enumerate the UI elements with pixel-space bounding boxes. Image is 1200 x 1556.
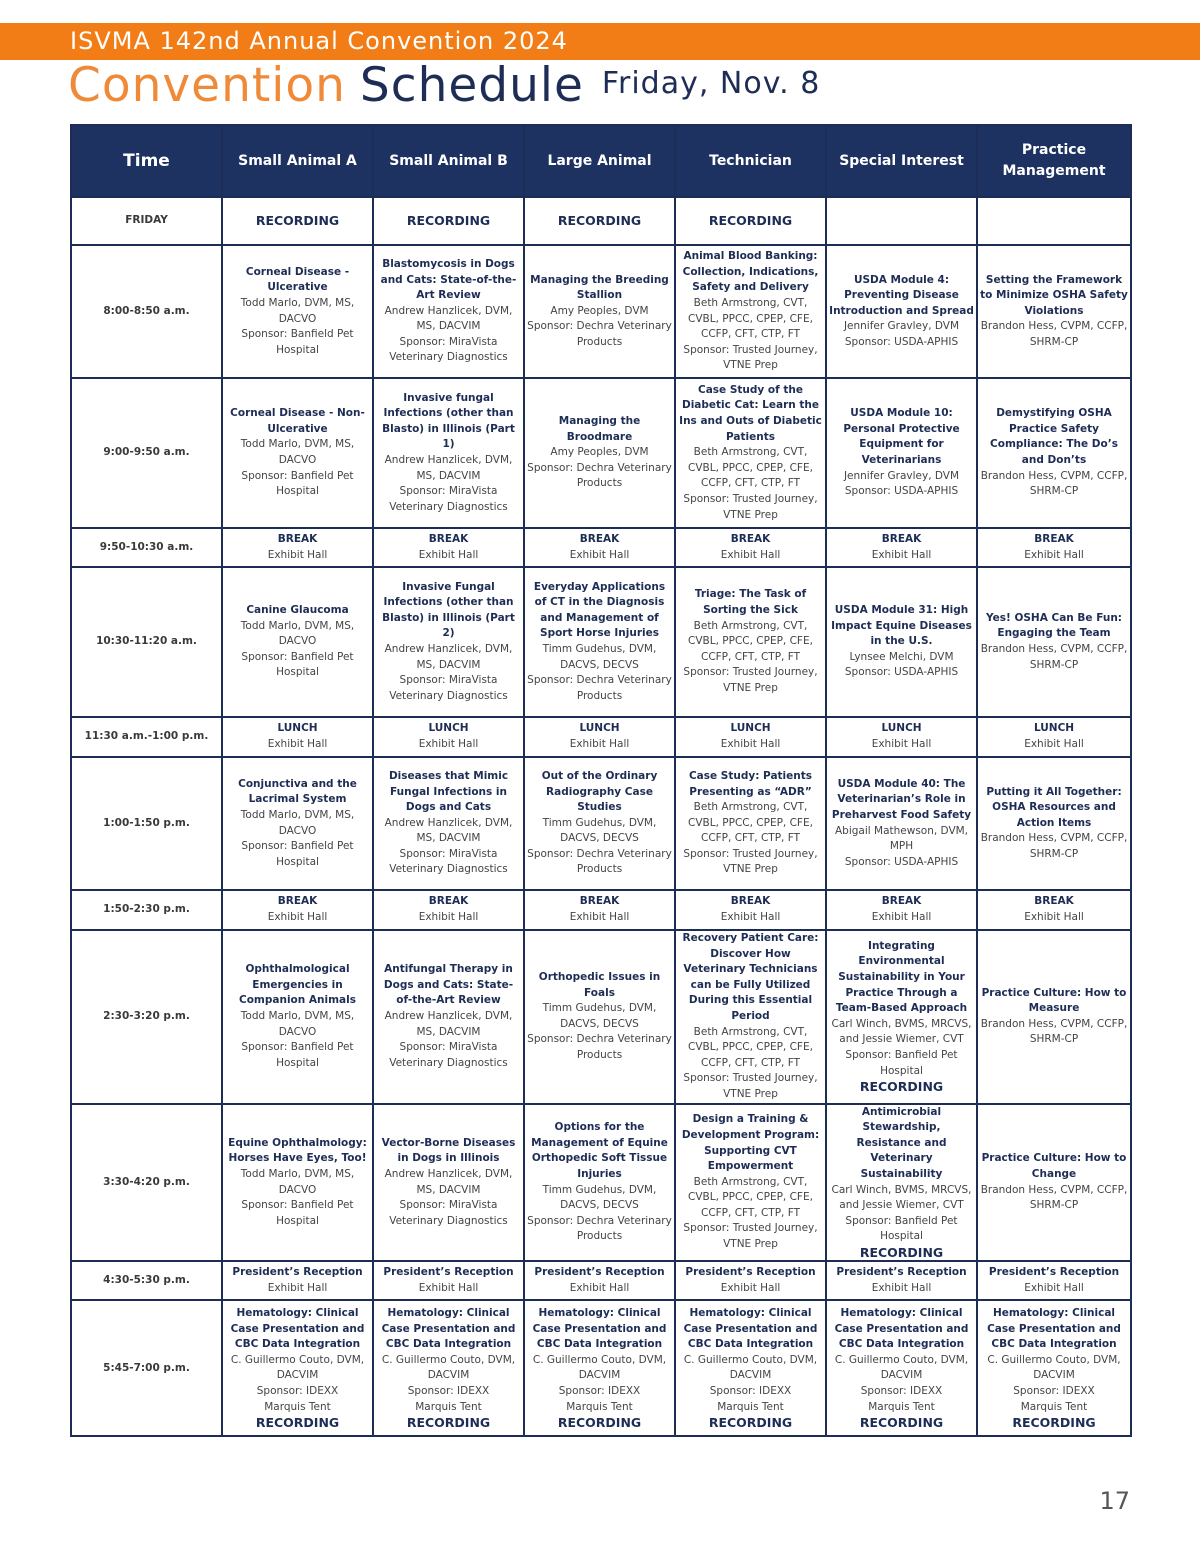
session-detail: Brandon Hess, CVPM, CCFP, SHRM-CP	[980, 469, 1128, 498]
time-cell: 3:30-4:20 p.m.	[71, 1104, 222, 1262]
session-title: Hematology: Clinical Case Presentation and CBC Data Integration	[381, 1307, 516, 1351]
session-title: BREAK	[1034, 532, 1074, 545]
session-title: LUNCH	[579, 722, 620, 735]
session-title: President’s Reception	[232, 1266, 363, 1279]
time-cell: 11:30 a.m.-1:00 p.m.	[71, 717, 222, 757]
session-detail: Carl Winch, BVMS, MRCVS, and Jessie Wiemer, CVT	[831, 1183, 972, 1212]
session-title: BREAK	[579, 532, 620, 545]
session-cell	[826, 890, 977, 930]
session-detail: Sponsor: USDA-APHIS	[844, 335, 959, 348]
time-cell: 1:50-2:30 p.m.	[71, 890, 222, 930]
session-detail: Marquis Tent	[1020, 1400, 1088, 1413]
session-cell	[524, 197, 675, 245]
session-detail: Beth Armstrong, CVT, CVBL, PPCC, CPEP, CFE, CCFP, CFT, CTP, FT	[688, 1175, 813, 1219]
session-detail: Andrew Hanzlicek, DVM, MS, DACVIM	[384, 454, 513, 482]
session-detail: Andrew Hanzlicek, DVM, MS, DACVIM	[384, 1167, 513, 1196]
session-detail: Timm Gudehus, DVM, DACVS, DECVS	[542, 1002, 657, 1030]
session-cell	[373, 1104, 524, 1262]
session-cell	[524, 378, 675, 528]
session-cell	[524, 1104, 675, 1262]
session-detail: Andrew Hanzlicek, DVM, MS, DACVIM	[384, 304, 513, 333]
session-cell	[222, 1261, 373, 1300]
column-header: Practice Management	[977, 125, 1131, 197]
session-cell	[826, 757, 977, 890]
page-title	[68, 58, 820, 118]
table-row	[71, 930, 1131, 1104]
session-cell	[826, 245, 977, 378]
session-title: Hematology: Clinical Case Presentation and CBC Data Integration	[987, 1307, 1121, 1351]
session-detail: Exhibit Hall	[569, 738, 630, 750]
session-detail: Todd Marlo, DVM, MS, DACVO	[240, 438, 355, 466]
table-row	[71, 1104, 1131, 1262]
session-title: President’s Reception	[685, 1266, 816, 1279]
session-title: Equine Ophthalmology: Horses Have Eyes, Too!	[228, 1136, 367, 1165]
session-title: Setting the Framework to Minimize OSHA Safety Violations	[980, 273, 1128, 317]
table-row	[71, 378, 1131, 528]
time-cell: 10:30-11:20 a.m.	[71, 567, 222, 717]
session-title: President’s Reception	[836, 1266, 967, 1279]
schedule-body	[71, 197, 1131, 1436]
session-title: Orthopedic Issues in Foals	[538, 970, 661, 999]
recording-label: RECORDING	[859, 1244, 944, 1260]
session-detail: Andrew Hanzlicek, DVM, MS, DACVIM	[384, 816, 513, 845]
session-detail: Exhibit Hall	[267, 1281, 328, 1294]
session-title: Putting it All Together: OSHA Resources and Action Items	[986, 785, 1122, 829]
session-cell	[524, 1261, 675, 1300]
session-detail: Jennifer Gravley, DVM	[843, 320, 960, 333]
session-cell	[675, 1104, 826, 1262]
recording-label: RECORDING	[557, 1415, 642, 1431]
session-detail: Sponsor: IDEXX	[860, 1385, 943, 1398]
session-title: Integrating Environmental Sustainability in Your Practice Through a Team-Based Approach	[835, 939, 968, 1015]
session-cell	[373, 930, 524, 1104]
session-cell	[826, 1104, 977, 1262]
session-cell	[222, 1104, 373, 1262]
session-cell	[524, 528, 675, 567]
session-detail: Brandon Hess, CVPM, CCFP, SHRM-CP	[980, 320, 1128, 348]
session-cell	[977, 1300, 1131, 1436]
session-cell	[977, 890, 1131, 930]
session-detail: Sponsor: Banfield Pet Hospital	[241, 1041, 354, 1069]
session-title: Hematology: Clinical Case Presentation and CBC Data Integration	[683, 1307, 818, 1351]
session-detail: Todd Marlo, DVM, MS, DACVO	[240, 1009, 355, 1038]
time-cell: 1:00-1:50 p.m.	[71, 757, 222, 890]
session-title: Corneal Disease - Non-Ulcerative	[230, 407, 365, 435]
session-detail: C. Guillermo Couto, DVM, DACVIM	[230, 1353, 365, 1382]
session-detail: Exhibit Hall	[1024, 911, 1084, 923]
session-detail: Exhibit Hall	[1024, 548, 1084, 561]
table-row	[71, 245, 1131, 378]
time-cell: 2:30-3:20 p.m.	[71, 930, 222, 1104]
session-title: BREAK	[730, 532, 771, 545]
session-cell	[524, 757, 675, 890]
session-title: Case Study of the Diabetic Cat: Learn the Ins and Outs of Diabetic Patients	[679, 383, 822, 443]
session-detail: Sponsor: Trusted Journey, VTNE Prep	[683, 847, 818, 876]
recording-label: RECORDING	[406, 1415, 491, 1431]
table-row	[71, 757, 1131, 890]
session-cell	[524, 717, 675, 757]
session-title: BREAK	[730, 895, 771, 908]
session-detail: Todd Marlo, DVM, MS, DACVO	[240, 808, 355, 837]
session-detail: Sponsor: Dechra Veterinary Products	[527, 1033, 672, 1061]
session-title: BREAK	[881, 895, 922, 908]
session-detail: Marquis Tent	[717, 1400, 784, 1413]
session-title: Hematology: Clinical Case Presentation and CBC Data Integration	[834, 1307, 969, 1351]
session-title: BREAK	[579, 895, 620, 908]
session-cell	[977, 717, 1131, 757]
time-cell: 9:00-9:50 a.m.	[71, 378, 222, 528]
session-detail: Sponsor: IDEXX	[709, 1385, 792, 1398]
table-row	[71, 890, 1131, 930]
session-title: BREAK	[881, 532, 922, 545]
session-cell	[826, 1261, 977, 1300]
session-title: Demystifying OSHA Practice Safety Compliance: The Do’s and Don’ts	[990, 407, 1118, 466]
session-cell	[977, 930, 1131, 1104]
session-title: President’s Reception	[988, 1266, 1120, 1279]
session-title: BREAK	[1034, 895, 1074, 908]
session-cell	[826, 1300, 977, 1436]
session-cell	[977, 1261, 1131, 1300]
time-cell: FRIDAY	[71, 197, 222, 245]
session-title: Diseases that Mimic Fungal Infections in Dogs and Cats	[388, 769, 509, 814]
session-title: Invasive Fungal Infections (other than Blasto) in Illinois (Part 2)	[382, 580, 515, 640]
session-cell	[222, 567, 373, 717]
session-title: USDA Module 31: High Impact Equine Diseases in the U.S.	[831, 604, 972, 648]
schedule-table	[70, 124, 1132, 1437]
session-detail: Todd Marlo, DVM, MS, DACVO	[240, 619, 355, 648]
session-title: Recovery Patient Care: Discover How Veterinary Technicians can be Fully Utilized During this Essential Period	[682, 932, 819, 1022]
session-cell	[826, 930, 977, 1104]
recording-label: RECORDING	[859, 1079, 944, 1095]
column-header: Time	[71, 125, 222, 197]
session-detail: Sponsor: Banfield Pet Hospital	[845, 1214, 958, 1243]
table-row	[71, 1300, 1131, 1436]
session-detail: Sponsor: Banfield Pet Hospital	[241, 840, 354, 868]
session-cell	[222, 757, 373, 890]
session-detail: Beth Armstrong, CVT, CVBL, PPCC, CPEP, CFE, CCFP, CFT, CTP, FT	[688, 1025, 813, 1069]
session-detail: Beth Armstrong, CVT, CVBL, PPCC, CPEP, CFE, CCFP, CFT, CTP, FT	[688, 619, 813, 663]
column-header: Small Animal A	[222, 125, 373, 197]
session-detail: Exhibit Hall	[720, 1281, 781, 1294]
session-cell	[373, 245, 524, 378]
recording-label: RECORDING	[708, 1415, 793, 1431]
page-number: 17	[1099, 1487, 1130, 1515]
session-detail: Sponsor: Dechra Veterinary Products	[527, 1214, 672, 1243]
session-detail: Sponsor: IDEXX	[256, 1385, 339, 1398]
session-detail: Exhibit Hall	[871, 548, 932, 561]
title-convention: Convention	[68, 58, 346, 113]
session-cell	[373, 1300, 524, 1436]
recording-label: RECORDING	[1012, 1415, 1096, 1431]
session-detail: Sponsor: USDA-APHIS	[844, 666, 959, 679]
time-cell: 8:00-8:50 a.m.	[71, 245, 222, 378]
session-title: Out of the Ordinary Radiography Case Studies	[541, 769, 658, 814]
session-title: Vector-Borne Diseases in Dogs in Illinois	[381, 1136, 516, 1165]
session-cell	[524, 1300, 675, 1436]
session-title: LUNCH	[277, 722, 318, 735]
session-detail: Abigail Mathewson, DVM, MPH	[834, 824, 969, 853]
session-cell	[222, 717, 373, 757]
column-header: Special Interest	[826, 125, 977, 197]
session-title: Yes! OSHA Can Be Fun: Engaging the Team	[985, 611, 1122, 640]
session-detail: Amy Peoples, DVM	[550, 446, 649, 459]
session-detail: Todd Marlo, DVM, MS, DACVO	[240, 296, 355, 325]
session-cell	[977, 757, 1131, 890]
table-row	[71, 528, 1131, 567]
session-cell	[222, 930, 373, 1104]
session-title: Triage: The Task of Sorting the Sick	[694, 588, 807, 617]
session-title: BREAK	[428, 895, 469, 908]
session-detail: Sponsor: Trusted Journey, VTNE Prep	[683, 1072, 818, 1100]
session-cell	[977, 245, 1131, 378]
session-detail: Brandon Hess, CVPM, CCFP, SHRM-CP	[980, 832, 1128, 860]
session-detail: Sponsor: Banfield Pet Hospital	[241, 328, 354, 356]
session-cell	[222, 245, 373, 378]
session-title: Corneal Disease - Ulcerative	[245, 265, 350, 294]
table-row	[71, 567, 1131, 717]
session-cell	[977, 528, 1131, 567]
time-cell: 9:50-10:30 a.m.	[71, 528, 222, 567]
session-title: BREAK	[277, 532, 318, 545]
session-cell	[675, 1300, 826, 1436]
session-detail: Andrew Hanzlicek, DVM, MS, DACVIM	[384, 1009, 513, 1038]
session-detail: Sponsor: Trusted Journey, VTNE Prep	[683, 666, 818, 694]
session-detail: C. Guillermo Couto, DVM, DACVIM	[532, 1353, 667, 1382]
session-cell	[524, 930, 675, 1104]
session-detail: Sponsor: USDA-APHIS	[844, 485, 959, 498]
session-detail: C. Guillermo Couto, DVM, DACVIM	[987, 1353, 1121, 1382]
session-detail: Sponsor: IDEXX	[558, 1385, 641, 1398]
session-detail: Sponsor: MiraVista Veterinary Diagnostics	[389, 1199, 508, 1227]
session-cell	[524, 245, 675, 378]
session-detail: Brandon Hess, CVPM, CCFP, SHRM-CP	[980, 1183, 1128, 1212]
recording-label: RECORDING	[255, 213, 340, 229]
session-detail: Sponsor: Banfield Pet Hospital	[241, 1199, 354, 1227]
session-detail: Carl Winch, BVMS, MRCVS, and Jessie Wiemer, CVT	[831, 1017, 972, 1046]
time-cell: 5:45-7:00 p.m.	[71, 1300, 222, 1436]
session-cell	[675, 890, 826, 930]
session-title: Everyday Applications of CT in the Diagnosis and Management of Sport Horse Injuries	[533, 580, 666, 640]
session-cell	[675, 1261, 826, 1300]
session-title: Antimicrobial Stewardship, Resistance and Veterinary Sustainability	[856, 1105, 947, 1180]
session-title: Blastomycosis in Dogs and Cats: State-of-the-Art Review	[380, 257, 517, 302]
session-detail: Timm Gudehus, DVM, DACVS, DECVS	[542, 816, 657, 845]
time-cell: 4:30-5:30 p.m.	[71, 1261, 222, 1300]
session-cell	[675, 528, 826, 567]
session-detail: Jennifer Gravley, DVM	[843, 469, 960, 482]
session-cell	[373, 1261, 524, 1300]
session-detail: Beth Armstrong, CVT, CVBL, PPCC, CPEP, CFE, CCFP, CFT, CTP, FT	[688, 801, 813, 845]
session-detail: Todd Marlo, DVM, MS, DACVO	[240, 1167, 355, 1196]
session-detail: Exhibit Hall	[418, 911, 479, 923]
session-title: Case Study: Patients Presenting as “ADR”	[688, 769, 813, 798]
session-cell	[826, 528, 977, 567]
session-detail: Exhibit Hall	[720, 548, 781, 561]
session-detail: Exhibit Hall	[871, 911, 932, 923]
session-cell	[675, 197, 826, 245]
session-detail: Sponsor: Dechra Veterinary Products	[527, 461, 672, 490]
session-title: President’s Reception	[534, 1266, 665, 1279]
session-detail: Exhibit Hall	[418, 738, 479, 750]
session-cell	[373, 197, 524, 245]
session-detail: Exhibit Hall	[720, 911, 781, 923]
session-title: USDA Module 4: Preventing Disease Introduction and Spread	[829, 273, 974, 317]
session-title: Design a Training & Development Program: Supporting CVT Empowerment	[681, 1113, 820, 1173]
session-detail: Exhibit Hall	[267, 911, 328, 923]
session-cell	[977, 378, 1131, 528]
session-detail: Lynsee Melchi, DVM	[849, 650, 954, 663]
session-detail: Sponsor: Banfield Pet Hospital	[241, 469, 354, 498]
session-detail: Exhibit Hall	[569, 911, 630, 923]
session-detail: Sponsor: Banfield Pet Hospital	[845, 1048, 958, 1077]
session-detail: Marquis Tent	[415, 1400, 482, 1413]
session-detail: Sponsor: IDEXX	[1013, 1385, 1095, 1398]
session-detail: Exhibit Hall	[720, 738, 781, 750]
session-detail: Exhibit Hall	[1024, 738, 1084, 750]
session-title: Ophthalmological Emergencies in Companion Animals	[239, 963, 356, 1007]
session-detail: C. Guillermo Couto, DVM, DACVIM	[683, 1353, 818, 1382]
session-cell	[373, 378, 524, 528]
session-detail: Exhibit Hall	[418, 1281, 479, 1294]
session-cell	[826, 378, 977, 528]
session-detail: Exhibit Hall	[267, 738, 328, 750]
session-cell	[373, 717, 524, 757]
session-detail: C. Guillermo Couto, DVM, DACVIM	[381, 1353, 516, 1382]
table-row	[71, 197, 1131, 245]
session-title: LUNCH	[730, 722, 771, 735]
session-cell	[826, 717, 977, 757]
table-row	[71, 717, 1131, 757]
session-title: President’s Reception	[383, 1266, 514, 1279]
column-header: Large Animal	[524, 125, 675, 197]
session-title: Conjunctiva and the Lacrimal System	[238, 777, 357, 806]
session-cell	[675, 378, 826, 528]
session-cell	[222, 1300, 373, 1436]
column-header: Small Animal B	[373, 125, 524, 197]
session-cell	[675, 717, 826, 757]
session-cell	[373, 757, 524, 890]
session-detail: Sponsor: USDA-APHIS	[844, 855, 959, 868]
session-cell	[373, 567, 524, 717]
session-cell	[222, 890, 373, 930]
table-row	[71, 1261, 1131, 1300]
session-detail: Sponsor: Trusted Journey, VTNE Prep	[683, 1222, 818, 1251]
session-detail: Sponsor: Trusted Journey, VTNE Prep	[683, 343, 818, 372]
session-detail: Marquis Tent	[868, 1400, 935, 1413]
session-detail: Sponsor: Dechra Veterinary Products	[527, 674, 672, 702]
session-detail: Sponsor: Trusted Journey, VTNE Prep	[683, 492, 818, 521]
session-cell	[977, 567, 1131, 717]
session-cell	[222, 528, 373, 567]
recording-label: RECORDING	[708, 213, 793, 229]
session-title: LUNCH	[881, 722, 922, 735]
session-title: Options for the Management of Equine Orthopedic Soft Tissue Injuries	[531, 1121, 668, 1180]
session-title: USDA Module 10: Personal Protective Equipment for Veterinarians	[843, 407, 960, 466]
session-detail: Exhibit Hall	[1024, 1281, 1084, 1294]
session-detail: Exhibit Hall	[871, 1281, 932, 1294]
session-detail: Timm Gudehus, DVM, DACVS, DECVS	[542, 643, 657, 671]
session-detail: Sponsor: Dechra Veterinary Products	[527, 320, 672, 348]
session-detail: Brandon Hess, CVPM, CCFP, SHRM-CP	[980, 643, 1128, 671]
session-title: Animal Blood Banking: Collection, Indications, Safety and Delivery	[682, 250, 819, 294]
session-cell	[373, 890, 524, 930]
recording-label: RECORDING	[859, 1415, 944, 1431]
table-header-row	[71, 125, 1131, 197]
session-title: Antifungal Therapy in Dogs and Cats: State-of-the-Art Review	[383, 963, 514, 1007]
session-detail: Sponsor: MiraVista Veterinary Diagnostics	[389, 674, 508, 702]
session-detail: C. Guillermo Couto, DVM, DACVIM	[834, 1353, 969, 1382]
session-detail: Sponsor: MiraVista Veterinary Diagnostics	[389, 847, 508, 876]
session-title: USDA Module 40: The Veterinarian’s Role in Preharvest Food Safety	[831, 777, 972, 821]
session-title: Practice Culture: How to Change	[981, 1152, 1127, 1180]
session-cell	[826, 567, 977, 717]
session-detail: Marquis Tent	[264, 1400, 331, 1413]
session-title: BREAK	[428, 532, 469, 545]
session-detail: Marquis Tent	[566, 1400, 633, 1413]
session-title: Hematology: Clinical Case Presentation and CBC Data Integration	[230, 1307, 365, 1351]
session-title: Invasive fungal Infections (other than Blasto) in Illinois (Part 1)	[382, 391, 515, 451]
session-detail: Sponsor: IDEXX	[407, 1385, 490, 1398]
session-cell	[675, 757, 826, 890]
session-detail: Timm Gudehus, DVM, DACVS, DECVS	[542, 1183, 657, 1212]
session-title: Practice Culture: How to Measure	[981, 986, 1127, 1015]
session-cell	[977, 197, 1131, 245]
session-detail: Exhibit Hall	[871, 738, 932, 750]
session-cell	[826, 197, 977, 245]
session-detail: Beth Armstrong, CVT, CVBL, PPCC, CPEP, CFE, CCFP, CFT, CTP, FT	[688, 446, 813, 490]
session-title: LUNCH	[428, 722, 469, 735]
session-detail: Exhibit Hall	[569, 548, 630, 561]
session-cell	[675, 567, 826, 717]
session-detail: Andrew Hanzlicek, DVM, MS, DACVIM	[384, 643, 513, 671]
session-cell	[524, 890, 675, 930]
session-detail: Amy Peoples, DVM	[550, 304, 649, 317]
banner-title: ISVMA 142nd Annual Convention 2024	[70, 27, 568, 55]
session-detail: Brandon Hess, CVPM, CCFP, SHRM-CP	[980, 1017, 1128, 1046]
session-detail: Sponsor: Banfield Pet Hospital	[241, 650, 354, 679]
recording-label: RECORDING	[255, 1415, 340, 1431]
session-detail: Exhibit Hall	[267, 548, 328, 561]
session-detail: Exhibit Hall	[418, 548, 479, 561]
session-detail: Sponsor: MiraVista Veterinary Diagnostics	[389, 335, 508, 364]
session-detail: Exhibit Hall	[569, 1281, 630, 1294]
session-cell	[222, 197, 373, 245]
session-title: Managing the Breeding Stallion	[530, 273, 669, 302]
session-cell	[675, 930, 826, 1104]
session-cell	[675, 245, 826, 378]
session-detail: Sponsor: Dechra Veterinary Products	[527, 847, 672, 876]
session-title: LUNCH	[1033, 722, 1075, 735]
recording-label: RECORDING	[406, 213, 491, 229]
session-cell	[977, 1104, 1131, 1262]
session-detail: Beth Armstrong, CVT, CVBL, PPCC, CPEP, CFE, CCFP, CFT, CTP, FT	[688, 296, 813, 341]
session-cell	[222, 378, 373, 528]
session-title: BREAK	[277, 895, 318, 908]
title-schedule: Schedule	[359, 58, 584, 113]
header-banner	[0, 23, 1200, 60]
session-title: Canine Glaucoma	[246, 604, 349, 617]
session-cell	[373, 528, 524, 567]
session-title: Hematology: Clinical Case Presentation and CBC Data Integration	[532, 1307, 667, 1351]
recording-label: RECORDING	[557, 213, 642, 229]
column-header: Technician	[675, 125, 826, 197]
session-detail: Sponsor: MiraVista Veterinary Diagnostics	[389, 485, 508, 513]
title-date: Friday, Nov. 8	[601, 66, 821, 101]
session-cell	[524, 567, 675, 717]
session-detail: Sponsor: MiraVista Veterinary Diagnostics	[389, 1041, 508, 1069]
session-title: Managing the Broodmare	[558, 415, 641, 443]
